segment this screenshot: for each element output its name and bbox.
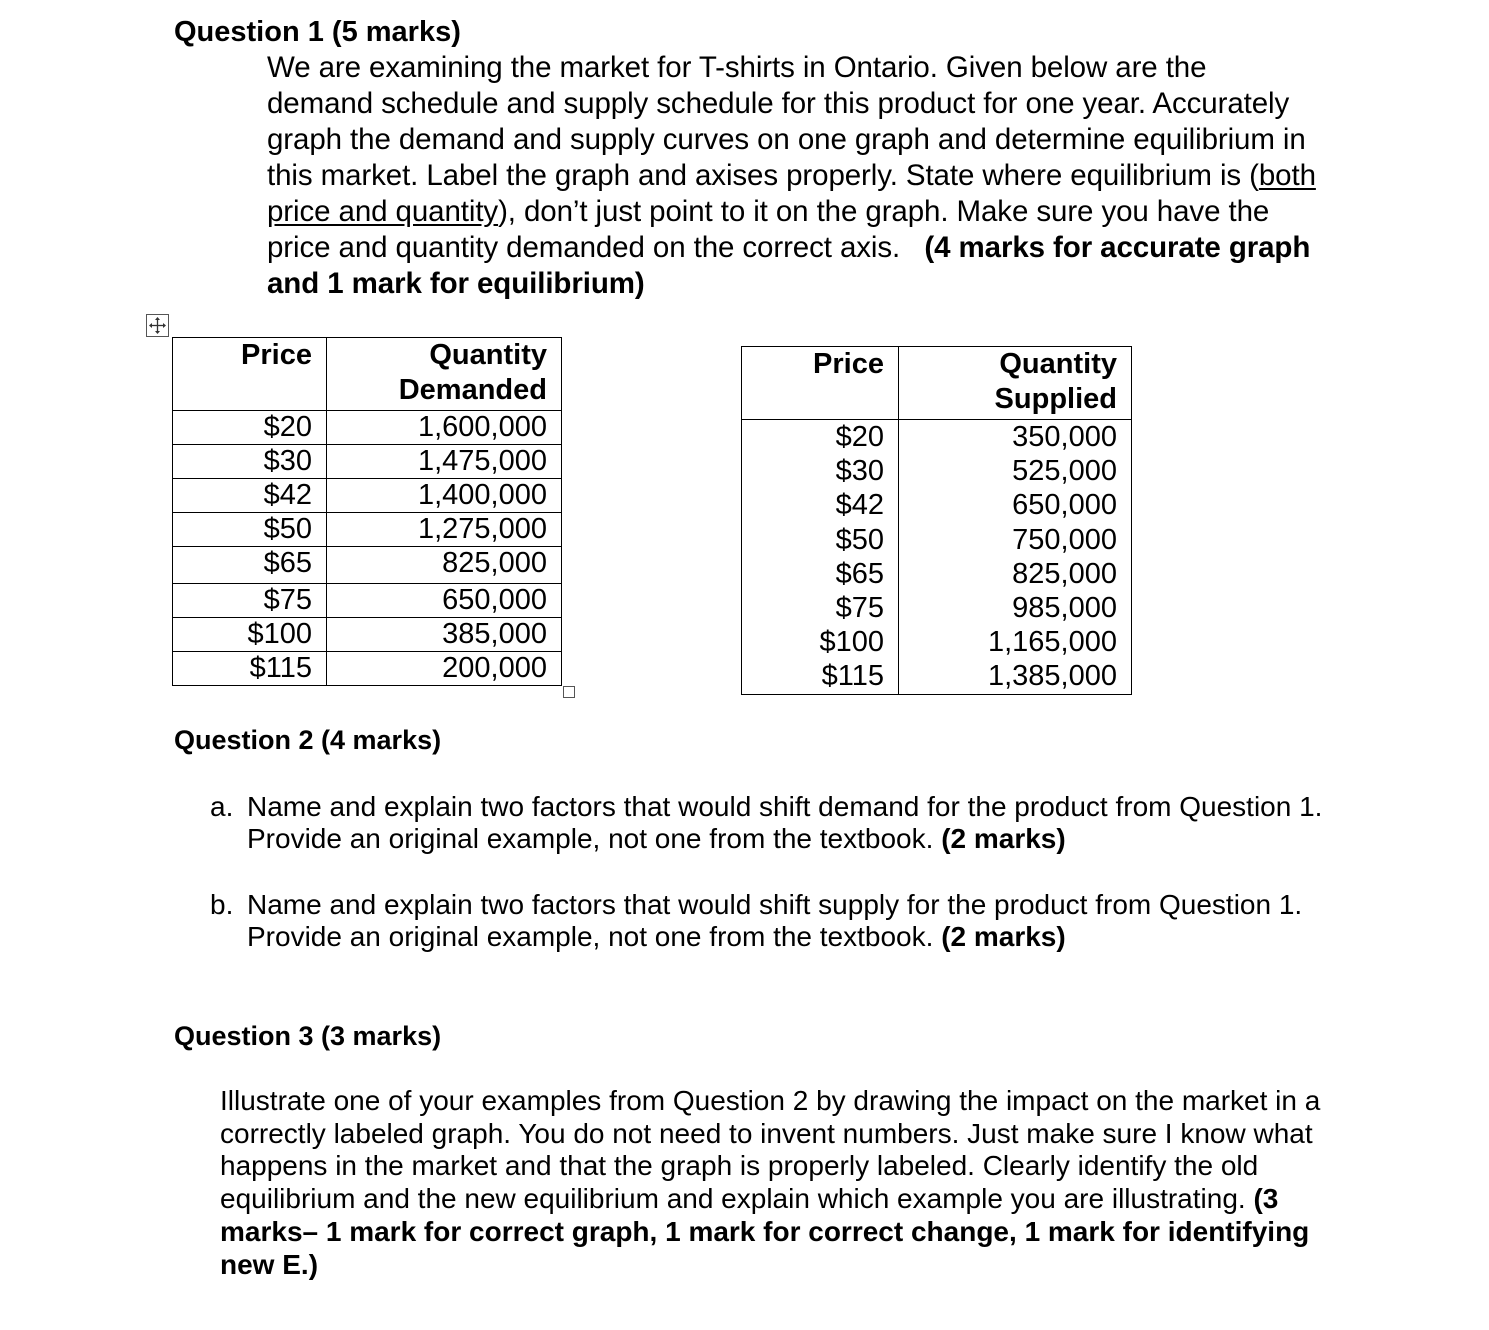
- q3-marks-start: (3: [1253, 1183, 1279, 1215]
- supply-price-column: [742, 420, 899, 695]
- supply-schedule-table: [741, 346, 1132, 695]
- table-row: [173, 652, 562, 686]
- supply-price-cell: $115: [821, 660, 884, 693]
- table-row: [173, 547, 562, 584]
- q1-line-6-text: price and quantity demanded on the correct axis.: [267, 231, 925, 264]
- demand-qty-cell: 650,000: [327, 584, 562, 618]
- supply-price-header: Price: [742, 347, 899, 420]
- q3-line-4: [220, 1183, 1370, 1216]
- q3-marks-end: new E.): [220, 1248, 319, 1280]
- table-row: [173, 584, 562, 618]
- q2b-text: [247, 889, 1302, 953]
- q1-line-2: demand schedule and supply schedule for this product for one year. Accurately: [267, 87, 1290, 120]
- q1-line-3: graph the demand and supply curves on one graph and determine equilibrium in: [267, 123, 1306, 156]
- demand-qty-cell: 1,600,000: [327, 411, 562, 445]
- supply-price-cell: $30: [835, 455, 884, 488]
- table-row: [173, 411, 562, 445]
- q1-marks-graph: (4 marks for accurate graph: [924, 231, 1311, 264]
- question-2-heading: Question 2 (4 marks): [174, 725, 442, 755]
- demand-price-cell: $75: [173, 584, 327, 618]
- demand-qty-cell: 200,000: [327, 652, 562, 686]
- supply-price-cell: $65: [835, 557, 884, 590]
- q1-line-4: [267, 158, 1407, 194]
- question-1-heading: Question 1 (5 marks): [174, 16, 461, 48]
- q2a-line-1: Name and explain two factors that would shift demand for the product from Question 1.: [247, 791, 1323, 822]
- q2a-text: [247, 791, 1322, 855]
- demand-price-cell: $42: [173, 479, 327, 513]
- supply-qty-cell: 985,000: [1012, 592, 1117, 625]
- supply-qty-cell: 1,165,000: [987, 626, 1117, 659]
- demand-qty-cell: 1,475,000: [327, 445, 562, 479]
- supply-qty-cell: 825,000: [1012, 557, 1117, 590]
- supply-price-cell: $20: [835, 421, 884, 453]
- demand-price-cell: $20: [173, 411, 327, 445]
- q1-underlined-price-quantity: price and quantity: [267, 195, 499, 228]
- demand-price-cell: $30: [173, 445, 327, 479]
- demand-qty-header-line1: Quantity: [429, 339, 547, 371]
- q2a-marks: (2 marks): [941, 823, 1066, 854]
- demand-qty-header-line2: Demanded: [398, 374, 547, 406]
- q1-line-6: [267, 230, 1407, 266]
- supply-qty-header-line2: Supplied: [994, 383, 1117, 415]
- supply-qty-cell: 1,385,000: [987, 660, 1117, 693]
- supply-header-row: [742, 347, 1132, 420]
- table-row: [173, 618, 562, 652]
- q3-line-4-text: equilibrium and the new equilibrium and explain which example you are illustrating.: [220, 1183, 1254, 1215]
- q3-line-3: happens in the market and that the graph is properly labeled. Clearly identify the old: [220, 1150, 1259, 1182]
- table-resize-handle[interactable]: [563, 686, 575, 698]
- supply-price-cell: $100: [819, 626, 884, 659]
- demand-qty-cell: 1,275,000: [327, 513, 562, 547]
- table-row: [173, 479, 562, 513]
- demand-schedule-table: [172, 337, 562, 686]
- supply-qty-cell: 750,000: [1012, 523, 1117, 556]
- demand-price-cell: $65: [173, 547, 327, 584]
- q2a-marker: a.: [210, 791, 234, 822]
- q2b-marker: b.: [210, 889, 234, 920]
- q2a-line-2: [247, 823, 1322, 855]
- supply-price-cell: $42: [835, 489, 884, 522]
- demand-qty-cell: 385,000: [327, 618, 562, 652]
- supply-qty-header-line1: Quantity: [999, 348, 1117, 380]
- supply-quantity-header: [899, 347, 1132, 420]
- demand-price-cell: $100: [173, 618, 327, 652]
- q2b-line-2-text: Provide an original example, not one from the textbook.: [247, 921, 942, 952]
- question-1-body: [267, 50, 1407, 302]
- demand-price-cell: $115: [173, 652, 327, 686]
- supply-price-cell: $75: [835, 592, 884, 625]
- supply-qty-cell: 350,000: [1012, 421, 1117, 453]
- demand-price-header: Price: [173, 338, 327, 411]
- q1-line-5: [267, 194, 1407, 230]
- supply-qty-cell: 525,000: [1012, 455, 1117, 488]
- q2b-line-1: Name and explain two factors that would shift supply for the product from Question 1.: [247, 889, 1303, 920]
- table-row: [173, 513, 562, 547]
- q1-line-5-text: ), don’t just point to it on the graph. Make sure you have the: [498, 195, 1270, 228]
- supply-data-row: [742, 420, 1132, 695]
- q1-underlined-both: both: [1258, 159, 1316, 192]
- supply-qty-cell: 650,000: [1012, 489, 1117, 522]
- q3-line-1: Illustrate one of your examples from Question 2 by drawing the impact on the market in a: [220, 1085, 1321, 1116]
- q3-marks-breakdown: marks– 1 mark for correct graph, 1 mark for correct change, 1 mark for identifying: [220, 1215, 1310, 1247]
- demand-qty-cell: 1,400,000: [327, 479, 562, 513]
- supply-price-cell: $50: [835, 523, 884, 556]
- question-3-body: [220, 1085, 1370, 1281]
- q2b-line-2: [247, 921, 1302, 953]
- supply-quantity-column: [899, 420, 1132, 695]
- demand-quantity-header: [327, 338, 562, 411]
- q1-line-1: We are examining the market for T-shirts in Ontario. Given below are the: [267, 51, 1207, 84]
- q1-line-4-text: this market. Label the graph and axises properly. State where equilibrium is (: [267, 159, 1259, 192]
- demand-header-row: [173, 338, 562, 411]
- q1-marks-equilibrium: and 1 mark for equilibrium): [267, 267, 645, 300]
- demand-qty-cell: 825,000: [327, 547, 562, 584]
- q2a-line-2-text: Provide an original example, not one from the textbook.: [247, 823, 942, 854]
- q3-line-2: correctly labeled graph. You do not need to invent numbers. Just make sure I know what: [220, 1117, 1313, 1149]
- demand-price-cell: $50: [173, 513, 327, 547]
- question-3-heading: Question 3 (3 marks): [174, 1021, 442, 1051]
- table-move-handle-icon[interactable]: [146, 314, 169, 337]
- q2b-marks: (2 marks): [941, 921, 1066, 952]
- table-row: [173, 445, 562, 479]
